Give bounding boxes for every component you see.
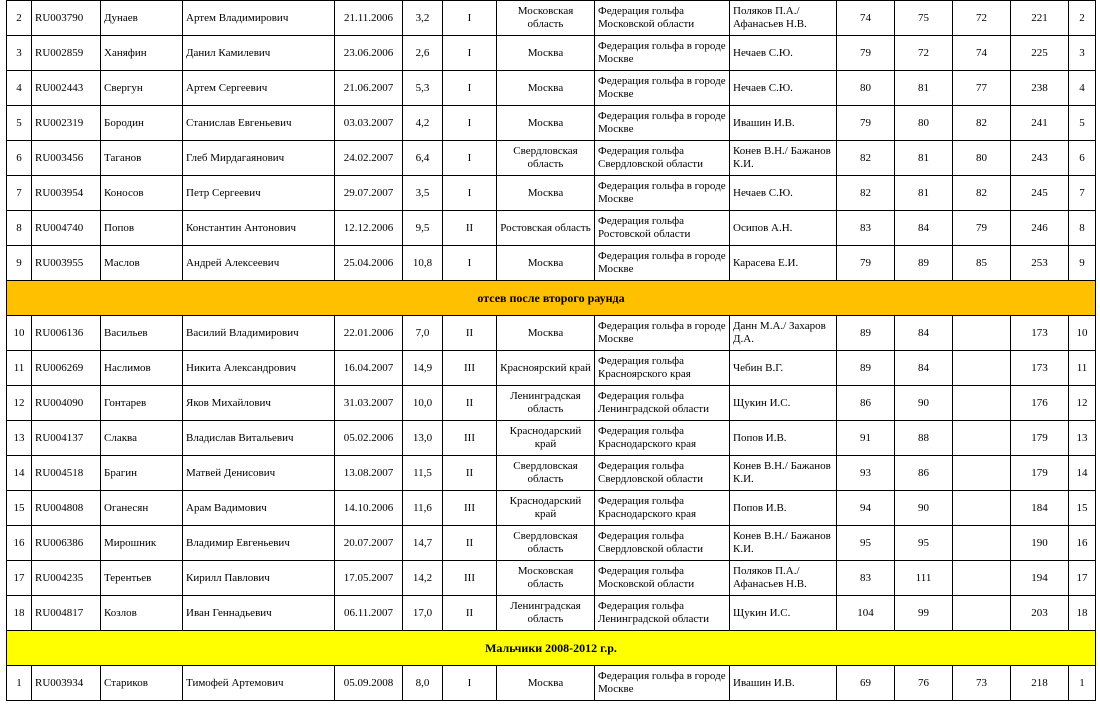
round3-cell: 73 [953,666,1011,701]
coach-cell: Конев В.Н./ Бажанов К.И. [730,456,837,491]
birth-date-cell: 05.02.2006 [335,421,403,456]
first-name-cell: Владимир Евгеньевич [183,526,335,561]
first-name-cell: Артем Владимирович [183,1,335,36]
total-cell: 241 [1011,106,1069,141]
round2-cell: 86 [895,456,953,491]
birth-date-cell: 24.02.2007 [335,141,403,176]
coach-cell: Поляков П.А./ Афанасьев Н.В. [730,1,837,36]
table-row [7,1,1096,36]
last-name-cell: Гонтарев [101,386,183,421]
last-name-cell: Маслов [101,246,183,281]
region-cell: Московская область [497,1,595,36]
birth-date-cell: 21.06.2007 [335,71,403,106]
round2-cell: 76 [895,666,953,701]
federation-cell: Федерация гольфа Свердловской области [595,456,730,491]
coach-cell: Попов И.В. [730,491,837,526]
federation-cell: Федерация гольфа Свердловской области [595,141,730,176]
place-cell: 18 [1069,596,1096,631]
handicap-cell: 3,5 [403,176,443,211]
player-id-cell: RU004740 [32,211,101,246]
place-cell: 16 [1069,526,1096,561]
federation-cell: Федерация гольфа в городе Москве [595,106,730,141]
birth-date-cell: 12.12.2006 [335,211,403,246]
round1-cell: 94 [837,491,895,526]
round2-cell: 90 [895,386,953,421]
group-section [7,631,1096,666]
birth-date-cell: 17.05.2007 [335,561,403,596]
total-cell: 173 [1011,351,1069,386]
round3-cell [953,491,1011,526]
birth-date-cell: 25.04.2006 [335,246,403,281]
round3-cell: 80 [953,141,1011,176]
round3-cell: 72 [953,1,1011,36]
handicap-cell: 5,3 [403,71,443,106]
player-id-cell: RU002319 [32,106,101,141]
round3-cell [953,561,1011,596]
place-cell: 12 [1069,386,1096,421]
federation-cell: Федерация гольфа в городе Москве [595,176,730,211]
player-id-cell: RU004137 [32,421,101,456]
coach-cell: Конев В.Н./ Бажанов К.И. [730,526,837,561]
cut-label: отсев после второго раунда [7,281,1096,316]
position-cell: 15 [7,491,32,526]
round2-cell: 80 [895,106,953,141]
total-cell: 238 [1011,71,1069,106]
player-id-cell: RU002443 [32,71,101,106]
position-cell: 11 [7,351,32,386]
coach-cell: Ивашин И.В. [730,106,837,141]
position-cell: 3 [7,36,32,71]
first-name-cell: Арам Вадимович [183,491,335,526]
coach-cell: Конев В.Н./ Бажанов К.И. [730,141,837,176]
round3-cell [953,596,1011,631]
total-cell: 243 [1011,141,1069,176]
round1-cell: 80 [837,71,895,106]
player-id-cell: RU002859 [32,36,101,71]
coach-cell: Ивашин И.В. [730,666,837,701]
position-cell: 7 [7,176,32,211]
round2-cell: 99 [895,596,953,631]
round1-cell: 83 [837,211,895,246]
last-name-cell: Козлов [101,596,183,631]
handicap-cell: 4,2 [403,106,443,141]
round3-cell [953,526,1011,561]
birth-date-cell: 05.09.2008 [335,666,403,701]
birth-date-cell: 06.11.2007 [335,596,403,631]
place-cell: 4 [1069,71,1096,106]
table-row [7,211,1096,246]
position-cell: 6 [7,141,32,176]
federation-cell: Федерация гольфа Краснодарского края [595,491,730,526]
table-row [7,71,1096,106]
round3-cell: 82 [953,106,1011,141]
round2-cell: 84 [895,316,953,351]
region-cell: Москва [497,106,595,141]
player-id-cell: RU004817 [32,596,101,631]
player-id-cell: RU004090 [32,386,101,421]
coach-cell: Чебин В.Г. [730,351,837,386]
last-name-cell: Мирошник [101,526,183,561]
group-label: Мальчики 2008-2012 г.р. [7,631,1096,666]
last-name-cell: Терентьев [101,561,183,596]
rank-cell: I [443,176,497,211]
total-cell: 225 [1011,36,1069,71]
total-cell: 194 [1011,561,1069,596]
player-id-cell: RU003955 [32,246,101,281]
region-cell: Москва [497,316,595,351]
round3-cell: 82 [953,176,1011,211]
table-row [7,246,1096,281]
round1-cell: 89 [837,351,895,386]
player-id-cell: RU006269 [32,351,101,386]
first-name-cell: Тимофей Артемович [183,666,335,701]
federation-cell: Федерация гольфа в городе Москве [595,71,730,106]
region-cell: Москва [497,176,595,211]
rank-cell: II [443,526,497,561]
handicap-cell: 8,0 [403,666,443,701]
birth-date-cell: 14.10.2006 [335,491,403,526]
last-name-cell: Слаква [101,421,183,456]
position-cell: 14 [7,456,32,491]
total-cell: 203 [1011,596,1069,631]
region-cell: Ленинградская область [497,596,595,631]
round2-cell: 111 [895,561,953,596]
federation-cell: Федерация гольфа в городе Москве [595,666,730,701]
round2-cell: 81 [895,141,953,176]
federation-cell: Федерация гольфа Московской области [595,1,730,36]
table-row [7,36,1096,71]
position-cell: 9 [7,246,32,281]
table-row [7,351,1096,386]
position-cell: 10 [7,316,32,351]
round3-cell: 85 [953,246,1011,281]
player-id-cell: RU004808 [32,491,101,526]
total-cell: 176 [1011,386,1069,421]
region-cell: Свердловская область [497,141,595,176]
place-cell: 3 [1069,36,1096,71]
place-cell: 1 [1069,666,1096,701]
region-cell: Краснодарский край [497,421,595,456]
place-cell: 9 [1069,246,1096,281]
region-cell: Москва [497,666,595,701]
last-name-cell: Коносов [101,176,183,211]
place-cell: 11 [1069,351,1096,386]
round3-cell [953,386,1011,421]
player-id-cell: RU004518 [32,456,101,491]
federation-cell: Федерация гольфа Ростовской области [595,211,730,246]
round2-cell: 81 [895,176,953,211]
region-cell: Москва [497,246,595,281]
handicap-cell: 10,0 [403,386,443,421]
table-row [7,106,1096,141]
cut-divider-row [7,281,1096,316]
table-row [7,421,1096,456]
coach-cell: Поляков П.А./ Афанасьев Н.В. [730,561,837,596]
first-name-cell: Никита Александрович [183,351,335,386]
table-row [7,176,1096,211]
region-cell: Московская область [497,561,595,596]
position-cell: 8 [7,211,32,246]
round3-cell [953,351,1011,386]
round2-cell: 90 [895,491,953,526]
first-name-cell: Данил Камилевич [183,36,335,71]
total-cell: 184 [1011,491,1069,526]
round2-cell: 95 [895,526,953,561]
first-name-cell: Станислав Евгеньевич [183,106,335,141]
coach-cell: Данн М.А./ Захаров Д.А. [730,316,837,351]
rank-cell: III [443,491,497,526]
birth-date-cell: 23.06.2006 [335,36,403,71]
place-cell: 2 [1069,1,1096,36]
coach-cell: Нечаев С.Ю. [730,36,837,71]
position-cell: 12 [7,386,32,421]
region-cell: Москва [497,36,595,71]
rank-cell: I [443,1,497,36]
place-cell: 17 [1069,561,1096,596]
round1-cell: 93 [837,456,895,491]
coach-cell: Нечаев С.Ю. [730,71,837,106]
handicap-cell: 11,5 [403,456,443,491]
federation-cell: Федерация гольфа Красноярского края [595,351,730,386]
position-cell: 13 [7,421,32,456]
birth-date-cell: 29.07.2007 [335,176,403,211]
table-row [7,316,1096,351]
last-name-cell: Васильев [101,316,183,351]
handicap-cell: 10,8 [403,246,443,281]
region-cell: Ленинградская область [497,386,595,421]
place-cell: 5 [1069,106,1096,141]
player-id-cell: RU004235 [32,561,101,596]
round1-cell: 74 [837,1,895,36]
table-body-top [7,1,1096,281]
federation-cell: Федерация гольфа Ленинградской области [595,386,730,421]
federation-cell: Федерация гольфа в городе Москве [595,246,730,281]
round1-cell: 69 [837,666,895,701]
total-cell: 179 [1011,456,1069,491]
round1-cell: 79 [837,106,895,141]
last-name-cell: Дунаев [101,1,183,36]
birth-date-cell: 16.04.2007 [335,351,403,386]
handicap-cell: 6,4 [403,141,443,176]
group-header-row [7,631,1096,666]
results-table [6,0,1096,701]
region-cell: Москва [497,71,595,106]
last-name-cell: Ханяфин [101,36,183,71]
first-name-cell: Яков Михайлович [183,386,335,421]
place-cell: 10 [1069,316,1096,351]
round2-cell: 81 [895,71,953,106]
rank-cell: III [443,351,497,386]
handicap-cell: 14,7 [403,526,443,561]
total-cell: 190 [1011,526,1069,561]
round2-cell: 75 [895,1,953,36]
last-name-cell: Наслимов [101,351,183,386]
rank-cell: I [443,666,497,701]
position-cell: 17 [7,561,32,596]
round1-cell: 83 [837,561,895,596]
rank-cell: II [443,316,497,351]
federation-cell: Федерация гольфа в городе Москве [595,316,730,351]
table-row [7,561,1096,596]
birth-date-cell: 22.01.2006 [335,316,403,351]
round2-cell: 72 [895,36,953,71]
federation-cell: Федерация гольфа Свердловской области [595,526,730,561]
rank-cell: I [443,246,497,281]
first-name-cell: Константин Антонович [183,211,335,246]
table-row [7,141,1096,176]
first-name-cell: Глеб Мирдагаянович [183,141,335,176]
player-id-cell: RU006386 [32,526,101,561]
player-id-cell: RU003790 [32,1,101,36]
round3-cell [953,456,1011,491]
coach-cell: Карасева Е.И. [730,246,837,281]
position-cell: 16 [7,526,32,561]
position-cell: 5 [7,106,32,141]
first-name-cell: Петр Сергеевич [183,176,335,211]
round3-cell: 79 [953,211,1011,246]
place-cell: 14 [1069,456,1096,491]
handicap-cell: 14,9 [403,351,443,386]
place-cell: 8 [1069,211,1096,246]
coach-cell: Щукин И.С. [730,386,837,421]
last-name-cell: Таганов [101,141,183,176]
total-cell: 173 [1011,316,1069,351]
handicap-cell: 13,0 [403,421,443,456]
position-cell: 1 [7,666,32,701]
player-id-cell: RU003456 [32,141,101,176]
first-name-cell: Артем Сергеевич [183,71,335,106]
birth-date-cell: 03.03.2007 [335,106,403,141]
table-body-group [7,666,1096,701]
coach-cell: Щукин И.С. [730,596,837,631]
table-row [7,596,1096,631]
total-cell: 245 [1011,176,1069,211]
birth-date-cell: 13.08.2007 [335,456,403,491]
place-cell: 13 [1069,421,1096,456]
federation-cell: Федерация гольфа Московской области [595,561,730,596]
player-id-cell: RU003934 [32,666,101,701]
round3-cell: 74 [953,36,1011,71]
handicap-cell: 11,6 [403,491,443,526]
position-cell: 2 [7,1,32,36]
federation-cell: Федерация гольфа Ленинградской области [595,596,730,631]
region-cell: Краснодарский край [497,491,595,526]
total-cell: 221 [1011,1,1069,36]
total-cell: 218 [1011,666,1069,701]
last-name-cell: Свергун [101,71,183,106]
round1-cell: 86 [837,386,895,421]
handicap-cell: 7,0 [403,316,443,351]
federation-cell: Федерация гольфа Краснодарского края [595,421,730,456]
handicap-cell: 3,2 [403,1,443,36]
table-row [7,386,1096,421]
last-name-cell: Оганесян [101,491,183,526]
total-cell: 253 [1011,246,1069,281]
position-cell: 4 [7,71,32,106]
rank-cell: I [443,36,497,71]
round2-cell: 84 [895,351,953,386]
round3-cell [953,421,1011,456]
total-cell: 246 [1011,211,1069,246]
rank-cell: III [443,421,497,456]
last-name-cell: Брагин [101,456,183,491]
first-name-cell: Матвей Денисович [183,456,335,491]
total-cell: 179 [1011,421,1069,456]
round2-cell: 84 [895,211,953,246]
table-row [7,526,1096,561]
birth-date-cell: 20.07.2007 [335,526,403,561]
coach-cell: Попов И.В. [730,421,837,456]
handicap-cell: 2,6 [403,36,443,71]
coach-cell: Нечаев С.Ю. [730,176,837,211]
round3-cell [953,316,1011,351]
rank-cell: I [443,106,497,141]
rank-cell: II [443,211,497,246]
player-id-cell: RU003954 [32,176,101,211]
table-body-cut [7,316,1096,631]
round1-cell: 79 [837,246,895,281]
place-cell: 15 [1069,491,1096,526]
round2-cell: 88 [895,421,953,456]
rank-cell: II [443,456,497,491]
last-name-cell: Попов [101,211,183,246]
region-cell: Красноярский край [497,351,595,386]
table-row [7,456,1096,491]
place-cell: 6 [1069,141,1096,176]
last-name-cell: Бородин [101,106,183,141]
rank-cell: III [443,561,497,596]
region-cell: Ростовская область [497,211,595,246]
round1-cell: 82 [837,176,895,211]
federation-cell: Федерация гольфа в городе Москве [595,36,730,71]
round1-cell: 82 [837,141,895,176]
cut-section [7,281,1096,316]
first-name-cell: Василий Владимирович [183,316,335,351]
results-sheet [6,0,1095,701]
first-name-cell: Андрей Алексеевич [183,246,335,281]
birth-date-cell: 31.03.2007 [335,386,403,421]
table-row [7,666,1096,701]
table-row [7,491,1096,526]
round1-cell: 91 [837,421,895,456]
rank-cell: II [443,386,497,421]
rank-cell: I [443,141,497,176]
handicap-cell: 17,0 [403,596,443,631]
first-name-cell: Владислав Витальевич [183,421,335,456]
player-id-cell: RU006136 [32,316,101,351]
region-cell: Свердловская область [497,456,595,491]
first-name-cell: Иван Геннадьевич [183,596,335,631]
coach-cell: Осипов А.Н. [730,211,837,246]
round3-cell: 77 [953,71,1011,106]
rank-cell: II [443,596,497,631]
last-name-cell: Стариков [101,666,183,701]
first-name-cell: Кирилл Павлович [183,561,335,596]
round1-cell: 104 [837,596,895,631]
round1-cell: 89 [837,316,895,351]
position-cell: 18 [7,596,32,631]
handicap-cell: 9,5 [403,211,443,246]
rank-cell: I [443,71,497,106]
place-cell: 7 [1069,176,1096,211]
round1-cell: 95 [837,526,895,561]
round2-cell: 89 [895,246,953,281]
birth-date-cell: 21.11.2006 [335,1,403,36]
handicap-cell: 14,2 [403,561,443,596]
round1-cell: 79 [837,36,895,71]
region-cell: Свердловская область [497,526,595,561]
